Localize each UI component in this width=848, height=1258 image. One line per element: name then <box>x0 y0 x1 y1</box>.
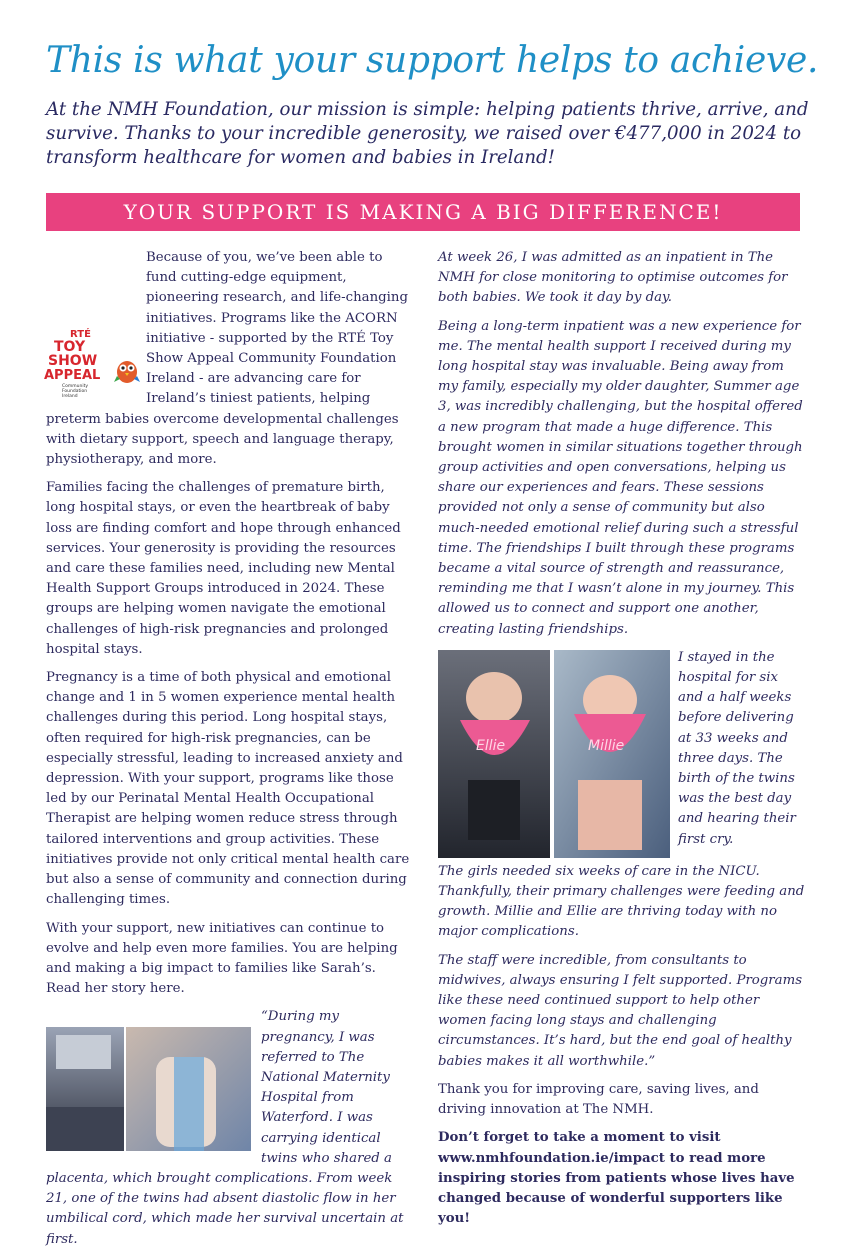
page-headline: This is what your support helps to achieve. <box>46 40 819 81</box>
left-paragraph-1-text: Because of you, we’ve been able to fund cutting-edge equipment, pioneering research, and life-changing initiatives. Programs like the ACORN initiative - supported by the RTÉ Toy Show Appeal Community Foundation Ireland - are advancing care for Ireland’s tiniest patients, helping preterm babies overcome developmental challenges with dietary support, speech and language therapy, physiotherapy, and more. <box>46 250 409 468</box>
left-paragraph-3: Pregnancy is a time of both physical and emotional change and 1 in 5 women experience mental health challenges during this period. Long hospital stays, often required for high-risk pregnancies, can be especially stressful, leading to increased anxiety and depression. With your support, programs like those led by our Perinatal Mental Health Occupational Therapist are helping women reduce stress through tailored interventions and group activities. These initiatives provide not only critical mental health care but also a sense of community and connection during challenging times. <box>46 670 410 908</box>
right-column <box>438 248 806 1237</box>
toy-show-appeal-logo-graphic <box>44 326 140 400</box>
intro-paragraph: At the NMH Foundation, our mission is simple: helping patients thrive, arrive, and survive. Thanks to your incredible generosity, we raised over €477,000 in 2024 to transform healthcare for women and babies in Ireland! <box>46 99 809 168</box>
ellie-name-text: Ellie <box>476 737 506 754</box>
logo-sub-foundation: Foundation <box>62 389 88 394</box>
logo-toy-text: TOY <box>54 339 86 355</box>
right-paragraph-6: Thank you for improving care, saving lives, and driving innovation at The NMH. <box>438 1081 759 1118</box>
banner-text: YOUR SUPPORT IS MAKING A BIG DIFFERENCE! <box>123 200 723 224</box>
logo-show-text: SHOW <box>48 353 98 369</box>
left-paragraph-2: Families facing the challenges of premature birth, long hospital stays, or even the heartbreak of baby loss are finding comfort and hope through enhanced services. Your generosity is providing the resources and care these families need, including new Mental Health Support Groups introduced in 2024. These groups are helping women navigate the emotional challenges of high-risk pregnancies and prolonged hospital stays. <box>46 480 401 657</box>
right-paragraph-3-text: I stayed in the hospital for six and a half weeks before delivering at 33 weeks and three days. The birth of the twins was the best day and hearing their first cry. <box>678 649 796 847</box>
right-paragraph-2: Being a long-term inpatient was a new experience for me. The mental health support I received during my long hospital stay was invaluable. Being away from my family, especially my older daughter, Summer age 3, was incredibly challenging, but the hospital offered a new program that made a huge difference. This brought women in similar situations together through group activities and open conversations, helping us share our experiences and fears. These sessions provided not only a sense of community but also much-needed emotional relief during such a stressful time. The friendships I built through these programs became a vital source of strength and reassurance, reminding me that I wasn’t alone in my journey. This allowed us to connect and support one another, creating lasting friendships. <box>438 318 803 637</box>
right-paragraph-4: The girls needed six weeks of care in the NICU. Thankfully, their primary challenges were feeding and growth. Millie and Ellie are thriving today with no major complications. <box>438 863 805 940</box>
right-paragraph-1: At week 26, I was admitted as an inpatient in The NMH for close monitoring to optimise outcomes for both babies. We took it day by day. <box>438 250 788 306</box>
logo-appeal-text: APPEAL <box>44 368 101 383</box>
hospital-photos-graphic <box>46 1027 251 1151</box>
left-column <box>46 248 414 1258</box>
logo-rte-text: RTÉ <box>70 329 91 340</box>
toy-show-appeal-logo <box>44 326 140 400</box>
call-to-action: Don’t forget to take a moment to visit www.nmhfoundation.ie/impact to read more inspiring stories from patients whose lives have changed because of wonderful supporters like you! <box>438 1130 795 1227</box>
twins-photos <box>438 650 670 858</box>
left-paragraph-5-text: “During my pregnancy, I was referred to The National Maternity Hospital from Waterford. I was carrying identical twins who shared a placenta, which brought complications. From week 21, one of the twins had absent diastolic flow in her umbilical cord, which made her survival uncertain at first. <box>46 1009 404 1247</box>
millie-name-text: Millie <box>588 737 625 754</box>
left-paragraph-5 <box>46 1007 414 1249</box>
right-paragraph-3 <box>438 648 806 850</box>
hospital-photos <box>46 1027 251 1151</box>
left-paragraph-1 <box>46 248 414 470</box>
section-banner <box>46 193 800 231</box>
logo-sub-ireland: Ireland <box>62 394 78 399</box>
left-paragraph-4: With your support, new initiatives can continue to evolve and help even more families. You are helping and making a big impact to families like Sarah’s. Read her story here. <box>46 920 398 997</box>
logo-sub-community: Community <box>62 384 89 389</box>
right-paragraph-5: The staff were incredible, from consultants to midwives, always ensuring I felt supported. Programs like these need continued support to help other women facing long stays and challenging circumstances. It’s hard, but the end goal of healthy babies makes it all worthwhile.” <box>438 952 803 1069</box>
twins-photos-graphic <box>438 650 670 858</box>
logo-owl-icon <box>114 361 140 383</box>
